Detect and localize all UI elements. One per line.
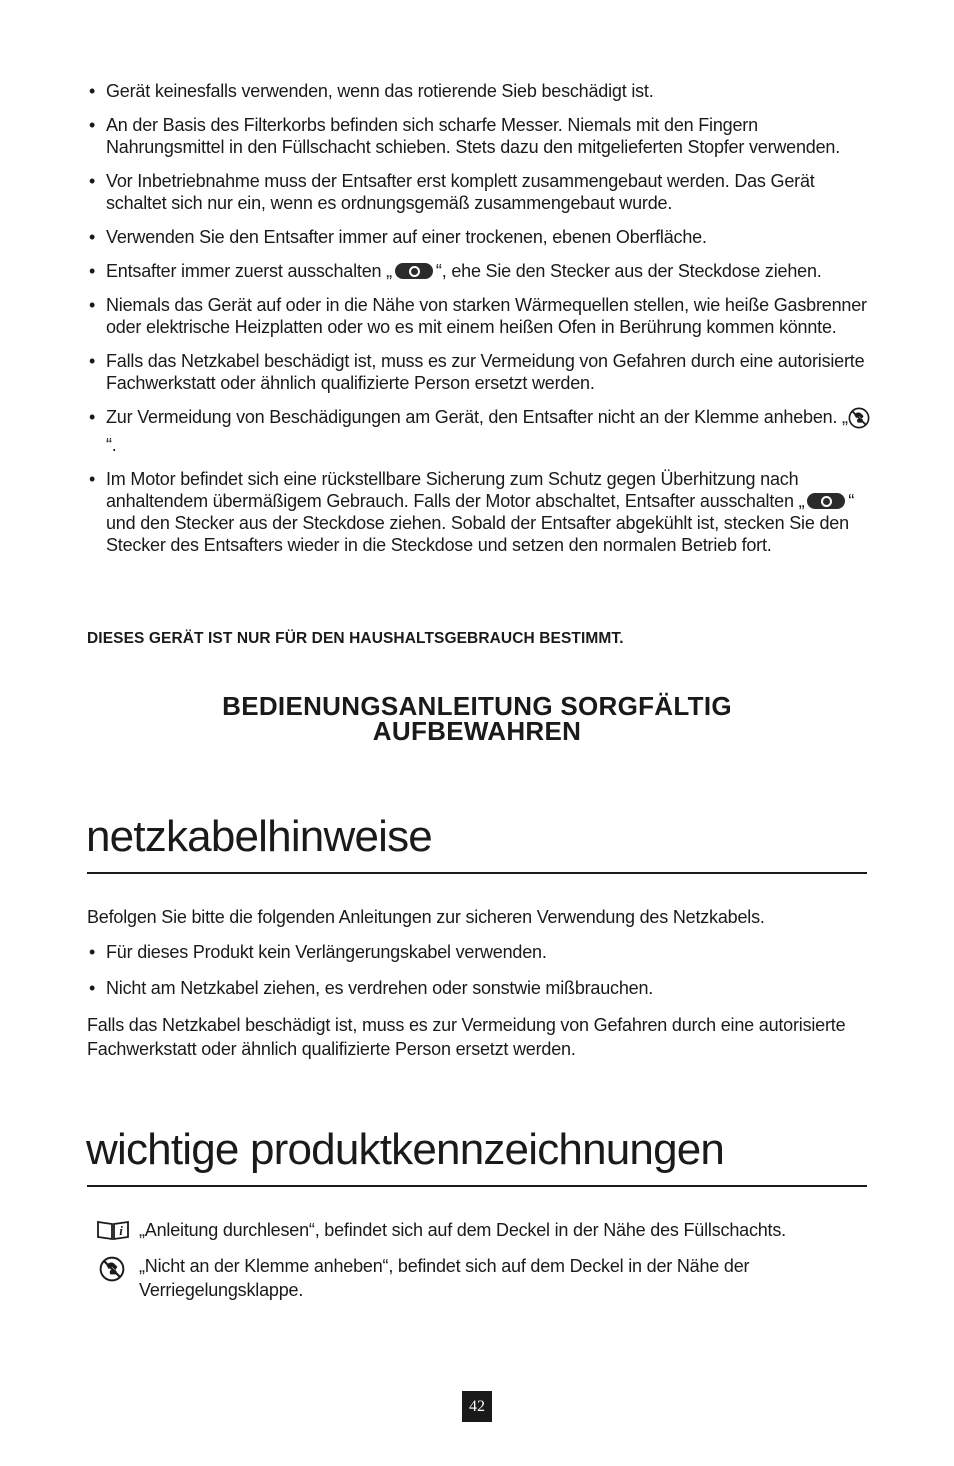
section-divider [87, 872, 867, 874]
no-lift-clamp-icon [848, 407, 870, 434]
list-item: • Entsafter immer zuerst ausschalten „ “, ehe Sie den Stecker aus der Steckdose ziehen. [87, 260, 877, 282]
list-item: • Falls das Netzkabel beschädigt ist, muss es zur Vermeidung von Gefahren durch eine autorisierte Fachwerkstatt oder ähnlich qualifizierte Person ersetzt werden. [87, 350, 877, 394]
list-item: • An der Basis des Filterkorbs befinden sich scharfe Messer. Niemals mit den Fingern Nahrungsmittel in den Füllschacht schieben. Stets dazu den mitgelieferten Stopfer verwenden. [87, 114, 877, 158]
household-notice: DIESES GERÄT IST NUR FÜR DEN HAUSHALTSGEBRAUCH BESTIMMT. [87, 630, 624, 647]
manual-page: • Gerät keinesfalls verwenden, wenn das rotierende Sieb beschädigt ist. • An der Basis des Filterkorbs befinden sich scharfe Messer. Niemals mit den Fingern Nahrungsmittel in den Füllschacht schieben. Stets dazu den mitgelieferten Stopfer verwenden. • Vor Inbetriebnahme muss der Entsafter erst komplett zusammengebaut werden. Das Gerät schaltet sich nur ein, wenn es ordnungsgemäß zusammengebaut wurde. • Verwenden Sie den Entsafter immer auf einer trockenen, ebenen Oberfläche. • Entsafter immer zuerst ausschalten „ “, ehe Sie den Stecker aus der Steckdose ziehen. • Niemals das Gerät auf oder in die Nähe von starken Wärmequellen stellen, wie heiße Gasbrenner oder elektrische Heizplatten oder wo es mit einem heißen Ofen in Berührung kommen könnte. • Falls das Netzkabel beschädigt ist, muss es zur Vermeidung von Gefahren durch eine autorisierte Fachwerkstatt oder ähnlich qualifizierte Person ersetzt werden. • Zur Vermeidung von Beschädigungen am Gerät, den Entsafter nicht an der Klemme anheben. „“. • Im Motor befindet sich eine rückstellbare Sicherung zum Schutz gegen Überhitzung nach anhaltendem übermäßigem Gebrauch. Falls der Motor abschaltet, Entsafter ausschalten „ “ und den Stecker aus der Steckdose ziehen. Sobald der Entsafter abgekühlt ist, stecken Sie den Stecker des Entsafters wieder in die Steckdose und setzen den normalen Betrieb fort. DIESES GERÄT IST NUR FÜR DEN HAUSHALTSGEBRAUCH BESTIMMT. BEDIENUNGSANLEITUNG SORGFÄLTIG AUFBEWAHREN netzkabelhinweise Befolgen Sie bitte die folgenden Anleitungen zur sicheren Verwendung des Netzkabels. • Für dieses Produkt kein Verlängerungskabel verwenden. • Nicht am Netzkabel ziehen, es verdrehen oder sonstwie mißbrauchen. Falls das Netzkabel beschädigt ist, muss es zur Vermeidung von Gefahren durch eine autorisierte Fachwerkstatt oder ähnlich qualifizierte Person ersetzt werden. wichtige produktkennzeichnungen i „Anleitung durchlesen“, befindet sich auf dem Deckel in der Nähe des Füllschachts. „Nicht an der Klemme anheben“, befindet sich auf dem Deckel in der Nähe der Verriegelungsklappe. 42 [0, 0, 954, 1466]
page-number: 42 [462, 1391, 492, 1422]
list-item: • Im Motor befindet sich eine rückstellbare Sicherung zum Schutz gegen Überhitzung nach anhaltendem übermäßigem Gebrauch. Falls der Motor abschaltet, Entsafter ausschalten „ “ und den Stecker aus der Steckdose ziehen. Sobald der Entsafter abgekühlt ist, stecken Sie den Stecker des Entsafters wieder in die Steckdose und setzen den normalen Betrieb fort. [87, 468, 877, 556]
list-item: • Niemals das Gerät auf oder in die Nähe von starken Wärmequellen stellen, wie heiße Gasbrenner oder elektrische Heizplatten oder wo es mit einem heißen Ofen in Berührung kommen könnte. [87, 294, 877, 338]
cord-intro-text: Befolgen Sie bitte die folgenden Anleitungen zur sicheren Verwendung des Netzkabels. [87, 907, 765, 927]
list-item: • Gerät keinesfalls verwenden, wenn das rotierende Sieb beschädigt ist. [87, 80, 877, 102]
safety-bullet-list [87, 80, 877, 568]
section-divider [87, 1185, 867, 1187]
keep-instructions-notice: BEDIENUNGSANLEITUNG SORGFÄLTIG AUFBEWAHREN [222, 691, 732, 746]
no-lift-clamp-icon [99, 1256, 125, 1288]
list-item: • Zur Vermeidung von Beschädigungen am Gerät, den Entsafter nicht an der Klemme anheben. „“. [87, 406, 877, 456]
markings-section-heading: wichtige produktkennzeichnungen [86, 1125, 725, 1174]
read-manual-icon [95, 1218, 131, 1248]
off-button-icon [395, 263, 433, 279]
list-item: • Für dieses Produkt kein Verlängerungskabel verwenden. [87, 940, 877, 964]
off-button-icon [807, 493, 845, 509]
list-item: • Verwenden Sie den Entsafter immer auf einer trockenen, ebenen Oberfläche. [87, 226, 877, 248]
cord-bullet-list [87, 940, 877, 1012]
svg-text:i: i [119, 1223, 123, 1238]
list-item: • Nicht am Netzkabel ziehen, es verdrehen oder sonstwie mißbrauchen. [87, 976, 877, 1000]
cord-section-heading: netzkabelhinweise [86, 812, 432, 861]
cord-closing-text: Falls das Netzkabel beschädigt ist, muss es zur Vermeidung von Gefahren durch eine autorisierte Fachwerkstatt oder ähnlich qualifizierte Person ersetzt werden. [87, 1015, 846, 1059]
list-item: • Vor Inbetriebnahme muss der Entsafter erst komplett zusammengebaut werden. Das Gerät schaltet sich nur ein, wenn es ordnungsgemäß zusammengebaut wurde. [87, 170, 877, 214]
